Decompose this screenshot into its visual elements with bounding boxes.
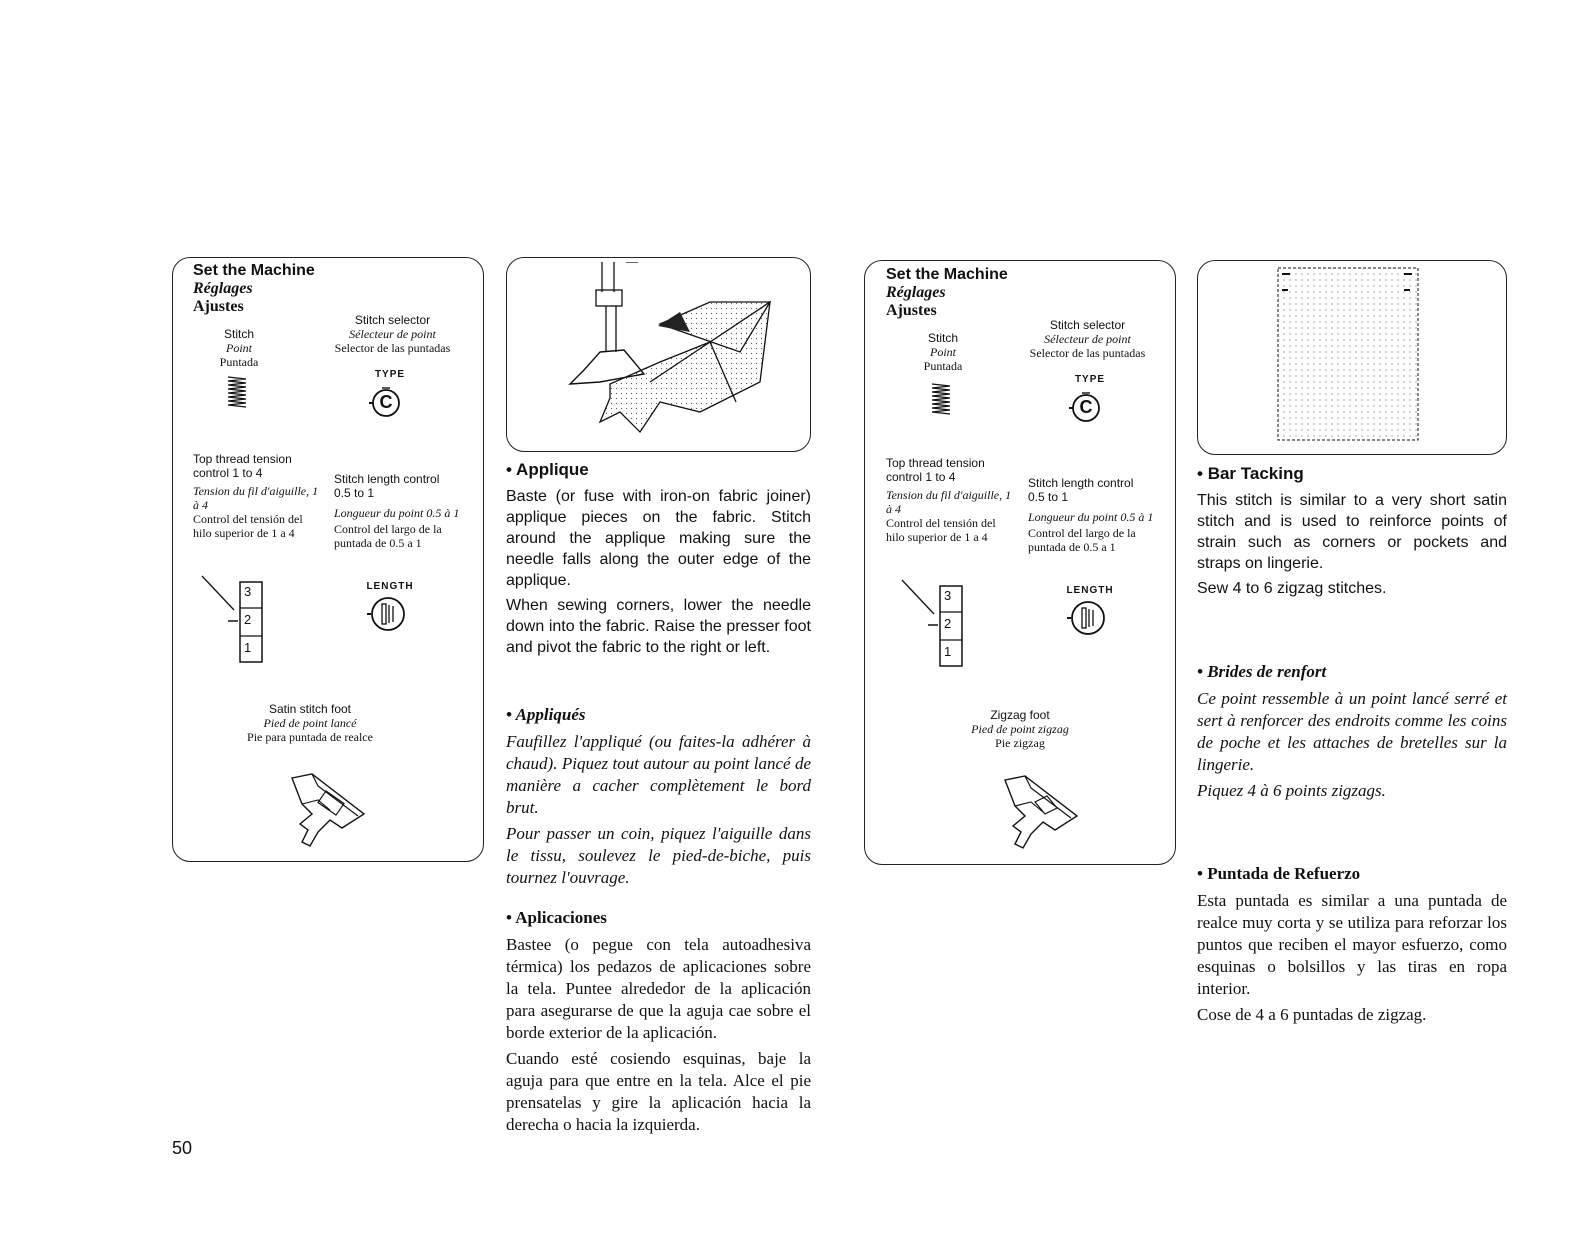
type-label: TYPE: [1074, 374, 1106, 385]
satin-foot-es: Pie para puntada de realce: [247, 730, 373, 744]
length-dial-icon: [1066, 598, 1106, 638]
applique-title-es: Aplicaciones: [515, 908, 607, 927]
tension-label-es: Control del tensión del hilo superior de 1 a 4: [886, 516, 996, 544]
length-label-es: Control del largo de la puntada de 0.5 a 1: [1028, 526, 1136, 554]
bar-tacking-section-en: [1197, 464, 1507, 603]
tension-dial-3: 3: [944, 588, 952, 603]
bar-tacking-paragraph-fr: Piquez 4 à 6 points zigzags.: [1197, 781, 1386, 800]
stitch-selector-label: [310, 313, 475, 355]
type-dial-icon: [1068, 392, 1100, 424]
stitch-label: [902, 331, 984, 373]
settings-heading: [193, 262, 315, 316]
tension-dial-3: 3: [244, 584, 252, 599]
type-dial-letter: C: [1079, 397, 1093, 417]
applique-paragraph-es: Cuando esté cosiendo esquinas, baje la aguja para que entre en la tela. Alce el pie prensatelas y gire la aplicación hacia la derecha o hacia la izquierda.: [506, 1049, 811, 1134]
stitch-label: [198, 327, 280, 369]
settings-title-en: Set the Machine: [193, 262, 315, 279]
bar-tacking-section-fr: [1197, 662, 1507, 806]
tension-dial-2: 2: [244, 612, 252, 627]
bar-tacking-heading-es: • Puntada de Refuerzo: [1197, 864, 1361, 883]
stitch-label-fr: Point: [226, 341, 252, 355]
bar-tacking-paragraph-es: Esta puntada es similar a una puntada de realce muy corta y se utiliza para reforzar los puntos que reciben el mayor esfuerzo, como esquinas o bolsillos y las tiras en ropa interior.: [1197, 891, 1507, 998]
applique-paragraph-fr: Faufillez l'appliqué (ou faites-la adhérer à chaud). Piquez tout autour au point lancé de manière a cacher complètement le bord brut.: [506, 732, 811, 817]
applique-heading-es: • Aplicaciones: [506, 908, 607, 927]
bar-tacking-section-es: [1197, 864, 1507, 1030]
settings-title-fr: Réglages: [886, 284, 946, 301]
selector-label-en: Stitch selector: [354, 313, 431, 327]
settings-title-en: Set the Machine: [886, 266, 1008, 283]
zigzag-stitch-icon: [930, 382, 952, 418]
stitch-selector-label: [1005, 318, 1170, 360]
applique-title-fr: Appliqués: [515, 705, 586, 724]
stitch-label-en: Stitch: [927, 331, 958, 345]
tension-label-fr: Tension du fil d'aiguille, 1 à 4: [886, 488, 1012, 516]
selector-label-es: Selector de las puntadas: [334, 341, 451, 355]
applique-heading-fr: • Appliqués: [506, 705, 586, 724]
tension-label: [193, 452, 323, 540]
selector-label-fr: Sélecteur de point: [1044, 332, 1131, 346]
tension-dial-icon: [900, 578, 980, 670]
stitch-label-es: Puntada: [923, 359, 963, 373]
bar-tacking-title-es: Puntada de Refuerzo: [1207, 864, 1361, 883]
bar-tacking-heading-fr: • Brides de renfort: [1197, 662, 1327, 681]
length-label-fr: Longueur du point 0.5 à 1: [1028, 510, 1154, 524]
length-label-fr: Longueur du point 0.5 à 1: [334, 506, 460, 520]
length-dial-icon: [366, 594, 406, 634]
length-label-caps: LENGTH: [366, 581, 414, 592]
selector-label-fr: Sélecteur de point: [349, 327, 436, 341]
zigzag-foot-label: [920, 708, 1120, 750]
selector-label-es: Selector de las puntadas: [1029, 346, 1146, 360]
tension-label-fr: Tension du fil d'aiguille, 1 à 4: [193, 484, 319, 512]
applique-heading-en: • Applique: [506, 460, 589, 479]
applique-paragraph-es: Bastee (o pegue con tela autoadhesiva térmica) los pedazos de aplicaciones sobre la tela. Puntee alrededor de la aplicación para asegurarse de que la aguja cae sobre el borde exterior de la aplicación.: [506, 935, 811, 1042]
tension-dial-2: 2: [944, 616, 952, 631]
tension-label: [886, 456, 1016, 544]
bar-tacking-title-en: Bar Tacking: [1207, 464, 1304, 483]
zigzag-foot-fr: Pied de point zigzag: [971, 722, 1069, 736]
type-dial-letter: C: [379, 392, 393, 412]
satin-foot-fr: Pied de point lancé: [263, 716, 357, 730]
applique-section-es: [506, 908, 811, 1140]
tension-dial-icon: [200, 574, 280, 666]
settings-heading: [886, 266, 1008, 320]
stitch-label-es: Puntada: [219, 355, 259, 369]
applique-sewing-illustration: [540, 262, 800, 442]
length-label: [1028, 476, 1168, 554]
zigzag-foot-icon: [985, 772, 1085, 852]
tension-dial-1: 1: [944, 644, 952, 659]
satin-foot-en: Satin stitch foot: [268, 702, 352, 716]
bar-tacking-heading-en: • Bar Tacking: [1197, 464, 1304, 483]
type-label: TYPE: [374, 369, 406, 380]
tension-label-en: Top thread tension control 1 to 4: [193, 452, 292, 480]
length-label: [334, 472, 474, 550]
tension-dial-1: 1: [244, 640, 252, 655]
tension-label-en: Top thread tension control 1 to 4: [886, 456, 985, 484]
zigzag-foot-en: Zigzag foot: [990, 708, 1050, 722]
bar-tacking-paragraph-es: Cose de 4 a 6 puntadas de zigzag.: [1197, 1005, 1427, 1024]
applique-section-en: [506, 460, 811, 662]
satin-foot-label: [210, 702, 410, 744]
bar-tacking-paragraph-fr: Ce point ressemble à un point lancé serré et sert à renforcer des endroits comme les coins de poche et les attaches de bretelles sur la lingerie.: [1197, 689, 1507, 774]
settings-title-fr: Réglages: [193, 280, 253, 297]
page-number: 50: [172, 1138, 193, 1158]
settings-title-es: Ajustes: [886, 302, 937, 319]
satin-stitch-foot-icon: [272, 770, 372, 850]
bar-tacking-paragraph-en: Sew 4 to 6 zigzag stitches.: [1197, 580, 1387, 597]
zigzag-foot-es: Pie zigzag: [995, 736, 1045, 750]
bar-tacking-title-fr: Brides de renfort: [1207, 662, 1327, 681]
stitch-label-en: Stitch: [223, 327, 254, 341]
applique-paragraph-en: Baste (or fuse with iron-on fabric joiner) applique pieces on the fabric. Stitch around the applique making sure the needle falls along the outer edge of the applique.: [506, 488, 811, 589]
length-label-en: Stitch length control 0.5 to 1: [1028, 476, 1134, 504]
stitch-label-fr: Point: [930, 345, 956, 359]
applique-paragraph-en: When sewing corners, lower the needle down into the fabric. Raise the presser foot and pivot the fabric to the right or left.: [506, 597, 811, 656]
length-label-caps: LENGTH: [1066, 585, 1114, 596]
tension-label-es: Control del tensión del hilo superior de 1 a 4: [193, 512, 303, 540]
type-dial-icon: [368, 387, 400, 419]
settings-title-es: Ajustes: [193, 298, 244, 315]
applique-title-en: Applique: [516, 460, 589, 479]
applique-section-fr: [506, 705, 811, 893]
bar-tacking-fabric-illustration: [1276, 266, 1422, 444]
length-label-en: Stitch length control 0.5 to 1: [334, 472, 440, 500]
zigzag-stitch-icon: [226, 375, 248, 411]
length-label-es: Control del largo de la puntada de 0.5 a 1: [334, 522, 442, 550]
bar-tacking-paragraph-en: This stitch is similar to a very short satin stitch and is used to reinforce points of strain such as corners or pockets and straps on lingerie.: [1197, 492, 1507, 572]
selector-label-en: Stitch selector: [1049, 318, 1126, 332]
applique-paragraph-fr: Pour passer un coin, piquez l'aiguille dans le tissu, soulevez le pied-de-biche, puis tournez l'ouvrage.: [506, 824, 811, 887]
